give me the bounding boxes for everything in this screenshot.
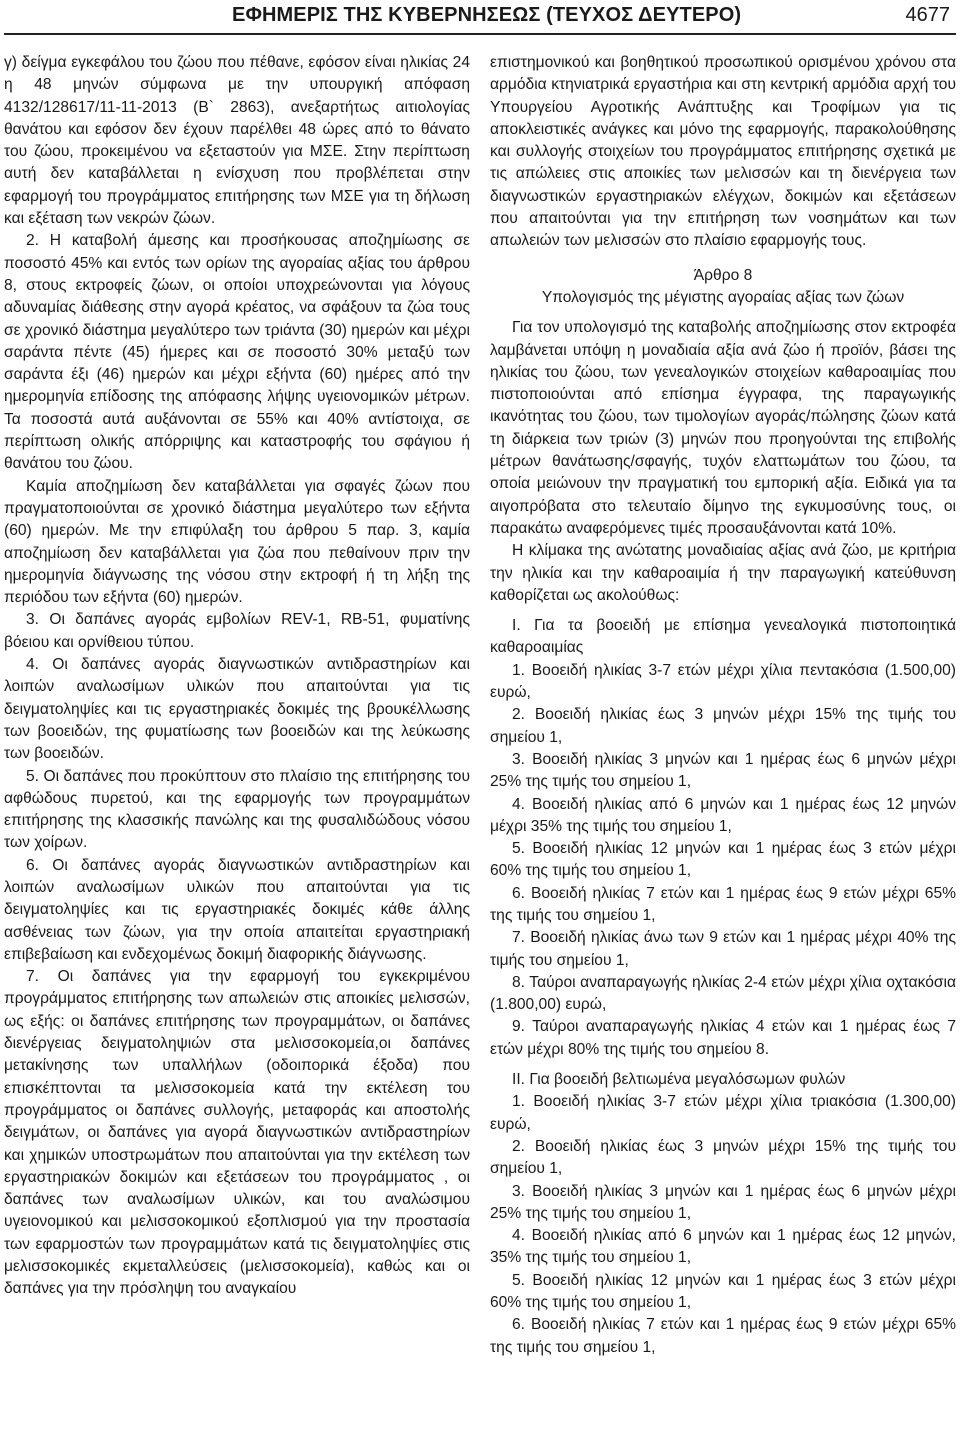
list-item: 1. Βοοειδή ηλικίας 3-7 ετών μέχρι χίλια πεντακόσια (1.500,00) ευρώ, xyxy=(490,661,956,702)
paragraph: 6. Οι δαπάνες αγοράς διαγνωστικών αντιδραστηρίων και λοιπών αναλωσίμων υλικών που απαιτούνται για τις δειγματοληψίες και τις εργαστηριακές δοκιμές κάθε άλλης ασθένειας των ζώων, για την οποία απαιτείται εργαστηριακή επιβεβαίωση και ενδεχομένως δοκιμή διαφορικής διάγνωσης. xyxy=(4,856,470,963)
list-item: 5. Βοοειδή ηλικίας 12 μηνών και 1 ημέρας έως 3 ετών μέχρι 60% της τιμής του σημείου 1, xyxy=(490,1271,956,1312)
gazette-title: ΕΦΗΜΕΡΙΣ ΤΗΣ ΚΥΒΕΡΝΗΣΕΩΣ (ΤΕΥΧΟΣ ΔΕΥΤΕΡΟ) xyxy=(232,4,742,26)
list-item: 7. Βοοειδή ηλικίας άνω των 9 ετών και 1 ημέρας μέχρι 40% της τιμής του σημείου 1, xyxy=(490,929,956,969)
article-title: Άρθρο 8 xyxy=(693,266,753,284)
paragraph: Για τον υπολογισμό της καταβολής αποζημίωσης στον εκτροφέα λαμβάνεται υπόψη η μοναδιαία αξία ανά ζώο ή προϊόν, βάσει της ηλικίας του ζώου, των γενεαλογικών στοιχείων καθαροαιμίας που πιστοποιούνται από επίσημα έγγραφα, της παραγωγικής ικανότητας του ζώου, των τιμολογίων αγοράς/πώλησης ζώων κατά τη διάρκεια των τριών (3) μηνών που προηγούνται της επιβολής μέτρων θανάτωσης/σφαγής, τυχόν ελαττωμάτων του ζώου, τα οποία μειώνουν την πραγματική του εμπορική αξία. Ειδικά για τα αιγοπρόβατα στο τελευταίο δίμηνο της εγκυμοσύνης τους, οι παρακάτω αναφερόμενες τιμές προσαυξάνονται κατά 10%. xyxy=(490,319,956,537)
paragraph: Καμία αποζημίωση δεν καταβάλλεται για σφαγές ζώων που πραγματοποιούνται σε χρονικό διάστημα μεγαλύτερο των εξήντα (60) ημερών. Με την επιφύλαξη του άρθρου 5 παρ. 3, καμία αποζημίωση δεν καταβάλλεται για ζώα που πεθαίνουν πριν την ημερομηνία διάγνωσης της νόσου στην εκτροφή ή τη λήξη της περιόδου των εξήντα (60) ημερών. xyxy=(4,477,470,607)
list-item: 9. Ταύροι αναπαραγωγής ηλικίας 4 ετών και 1 ημέρας έως 7 ετών μέχρι 80% της τιμής του σημείου 8. xyxy=(490,1018,956,1058)
page-header xyxy=(0,0,960,34)
paragraph: 4. Οι δαπάνες αγοράς διαγνωστικών αντιδραστηρίων και λοιπών αναλωσίμων υλικών που απαιτούνται για τις δειγματοληψίες και τις εργαστηριακές δοκιμές της βρουκέλλωσης των βοοειδών, της φυματίωσης των βοοειδών και της λεύκωσης των βοοειδών. xyxy=(4,656,470,763)
list-item: 6. Βοοειδή ηλικίας 7 ετών και 1 ημέρας έως 9 ετών μέχρι 65% της τιμής του σημείου 1, xyxy=(490,1316,956,1356)
article-subtitle: Υπολογισμός της μέγιστης αγοραίας αξίας των ζώων xyxy=(541,288,905,306)
right-column xyxy=(490,52,956,1359)
left-column xyxy=(4,52,470,1301)
list-item: 3. Βοοειδή ηλικίας 3 μηνών και 1 ημέρας έως 6 μηνών μέχρι 25% της τιμής του σημείου 1, xyxy=(490,1182,956,1222)
list-item: 6. Βοοειδή ηλικίας 7 ετών και 1 ημέρας έως 9 ετών μέχρι 65% της τιμής του σημείου 1, xyxy=(490,884,956,924)
list-item: 8. Ταύροι αναπαραγωγής ηλικίας 2-4 ετών μέχρι χίλια οχτακόσια (1.800,00) ευρώ, xyxy=(490,973,956,1014)
list-item: 3. Βοοειδή ηλικίας 3 μηνών και 1 ημέρας έως 6 μηνών μέχρι 25% της τιμής του σημείου 1, xyxy=(490,750,956,791)
paragraph: Η κλίμακα της ανώτατης μοναδιαίας αξίας ανά ζώο, με κριτήρια την ηλικία και την καθαροαιμία ή την παραγωγική κατεύθυνση καθορίζεται ως ακολούθως: xyxy=(490,542,956,604)
section-heading: Ι. Για τα βοοειδή με επίσημα γενεαλογικά πιστοποιητικά καθαροαιμίας xyxy=(490,617,956,657)
list-item: 4. Βοοειδή ηλικίας από 6 μηνών και 1 ημέρας έως 12 μηνών μέχρι 35% της τιμής του σημείου 1, xyxy=(490,795,956,835)
paragraph-continuation: επιστημονικού και βοηθητικού προσωπικού ορισμένου χρόνου στα αρμόδια κτηνιατρικά εργαστήρια και στη κεντρική αρμόδια αρχή του Υπουργείου Αγροτικής Ανάπτυξης και Τροφίμων για τις αποκλειστικές ανάγκες και μόνο της εφαρμογής, παρακολούθησης και συλλογής στοιχείων του προγράμματος επιτήρησης σχετικά με τις απώλειες στις αποικίες των μελισσών και τη διενέργεια των διαγνωστικών εργαστηριακών ελέγχων, δοκιμών και εξετάσεων που απαιτούνται για την επιτήρηση των νοσημάτων και των απωλειών των μελισσών στο πλαίσιο εφαρμογής τους. xyxy=(490,54,956,250)
list-item: 5. Βοοειδή ηλικίας 12 μηνών και 1 ημέρας έως 3 ετών μέχρι 60% της τιμής του σημείου 1, xyxy=(490,840,956,880)
paragraph: 2. Η καταβολή άμεσης και προσήκουσας αποζημίωσης σε ποσοστό 45% και εντός των ορίων της αγοραίας αξίας του άρθρου 8, στους εκτροφείς ζώων, οι οποίοι υποχρεώνονται για λόγους αδυναμίας διάθεσης στην αγορά κρέατος, να σφάξουν τα ζώα τους σε χρονικό διάστημα μεγαλύτερο των τριάντα (30) ημερών και μέχρι σαράντα πέντε (45) ήμερες και σε ποσοστό 30% μεταξύ των σαράντα έξι (46) ημερών και μέχρι εξήντα (60) ημέρες από την ημερομηνία επίδοσης της απόφασης λήψης υγειονομικών μέτρων. Τα ποσοστά αυτά αυξάνονται σε 55% και 40% αντίστοιχα, σε περίπτωση ολικής απόρριψης και καταστροφής του σφάγιου ή θανάτου του ζώου. xyxy=(4,232,470,473)
paragraph: 3. Οι δαπάνες αγοράς εμβολίων REV-1, RB-51, φυματίνης βόειου και ορνίθειου τύπου. xyxy=(4,611,470,651)
header-divider xyxy=(4,33,956,35)
page-number: 4677 xyxy=(905,4,950,26)
paragraph: 7. Οι δαπάνες για την εφαρμογή του εγκεκριμένου προγράμματος επιτήρησης των απωλειών στις αποικίες μελισσών, ως εξής: οι δαπάνες επιτήρησης των προγραμμάτων, οι δαπάνες διενέργειας δειγματοληψιών στα μελισσοκομεία,οι δαπάνες μετακίνησης των υπαλλήλων (οδοιπορικά έξοδα) που επισκέπτονται τα μελισσοκομεία κατά την εκτέλεση του προγράμματος οι δαπάνες συλλογής, μεταφοράς και αποστολής δειγμάτων, οι δαπάνες για αγορά διαγνωστικών αντιδραστηρίων και χημικών υποστρωμάτων που απαιτούνται για την εκτέλεση των εργαστηριακών δοκιμών και εξετάσεων του προγράμματος , οι δαπάνες των αναλωσίμων υλικών, και του αναλώσιμου υγειονομικού και μελισσοκομικού εξοπλισμού για την προστασία των εφαρμοστών των προγραμμάτων κατά τις δειγματοληψίες στις μελισσοκομικές εκμεταλλεύσεις (μελισσοκομεία), καθώς και οι δαπάνες για την πρόσληψη του αναγκαίου xyxy=(4,968,470,1298)
paragraph: 5. Οι δαπάνες που προκύπτουν στο πλαίσιο της επιτήρησης του αφθώδους πυρετού, και της εφαρμογής των προγραμμάτων επιτήρησης της κλασσικής πανώλης και της φυσαλιδώδους νόσου των χοίρων. xyxy=(4,767,470,852)
section-heading: ΙΙ. Για βοοειδή βελτιωμένα μεγαλόσωμων φυλών xyxy=(512,1071,846,1089)
list-item: 2. Βοοειδή ηλικίας έως 3 μηνών μέχρι 15% της τιμής του σημείου 1, xyxy=(490,1137,956,1178)
list-item: 4. Βοοειδή ηλικίας από 6 μηνών και 1 ημέρας έως 12 μηνών, 35% της τιμής του σημείου 1, xyxy=(490,1227,956,1267)
list-item: 1. Βοοειδή ηλικίας 3-7 ετών μέχρι χίλια τριακόσια (1.300,00) ευρώ, xyxy=(490,1093,956,1133)
paragraph: γ) δείγμα εγκεφάλου του ζώου που πέθανε, εφόσον είναι ηλικίας 24 η 48 μηνών σύμφωνα με την υπουργική απόφαση 4132/128617/11-11-2013 (Β` 2863), ανεξαρτήτως αιτιολογίας θανάτου και εφόσον δεν έχουν παρέλθει 48 ώρες από το θάνατο του ζώου, προκειμένου να εξεταστούν για ΜΣΕ. Στην περίπτωση αυτή δεν καταβάλλεται η ενίσχυση που προβλέπεται στην εφαρμογή του προγράμματος επιτήρησης των ΜΣΕ για τη δήλωση και εξέταση των νεκρών ζώων. xyxy=(4,54,470,228)
list-item: 2. Βοοειδή ηλικίας έως 3 μηνών μέχρι 15% της τιμής του σημείου 1, xyxy=(490,706,956,746)
